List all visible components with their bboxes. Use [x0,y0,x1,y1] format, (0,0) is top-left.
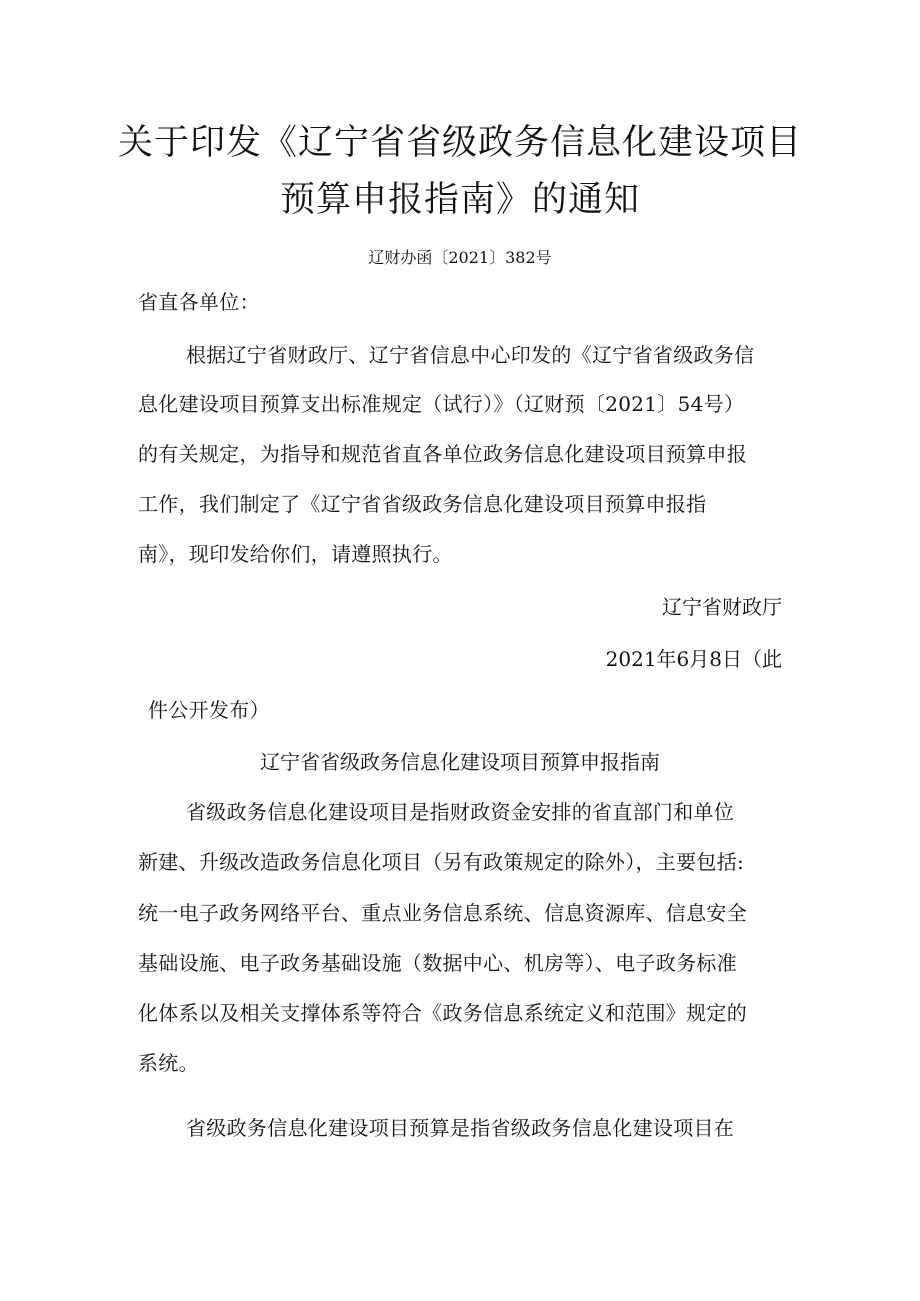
paragraph-line: 统一电子政务网络平台、重点业务信息系统、信息资源库、信息安全 [138,901,747,925]
paragraph-line: 省级政务信息化建设项目是指财政资金安排的省直部门和单位 [186,800,735,824]
notice-line: 根据辽宁省财政厅、辽宁省信息中心印发的《辽宁省省级政务信 [186,343,755,367]
guide-title: 辽宁省省级政务信息化建设项目预算申报指南 [260,750,660,774]
issuer: 辽宁省财政厅 [662,595,782,619]
paragraph-line: 化体系以及相关支撑体系等符合《政务信息系统定义和范围》规定的 [138,1001,747,1025]
paragraph-line: 基础设施、电子政务基础设施（数据中心、机房等）、电子政务标准 [138,951,737,975]
document-title-line-1: 关于印发《辽宁省省级政务信息化建设项目 [117,123,802,163]
paragraph-line: 新建、升级改造政务信息化项目（另有政策规定的除外），主要包括: [138,850,745,874]
paragraph-line: 省级政务信息化建设项目预算是指省级政务信息化建设项目在 [186,1116,735,1140]
paragraph-line: 系统。 [138,1051,199,1075]
notice-line: 工作，我们制定了《辽宁省省级政务信息化建设项目预算申报指 [138,492,707,516]
issue-date-continued: 件公开发布） [148,698,270,722]
document-number: 辽财办函〔2021〕382号 [368,248,552,267]
document-title-line-2: 预算申报指南》的通知 [279,180,640,220]
salutation: 省直各单位： [138,290,260,314]
notice-line: 南》，现印发给你们，请遵照执行。 [138,542,453,566]
notice-line: 的有关规定，为指导和规范省直各单位政务信息化建设项目预算申报 [138,442,747,466]
notice-line: 息化建设项目预算支出标准规定（试行）》（辽财预〔2021〕54号） [138,392,745,416]
issue-date: 2021年6月8日（此 [605,647,782,671]
